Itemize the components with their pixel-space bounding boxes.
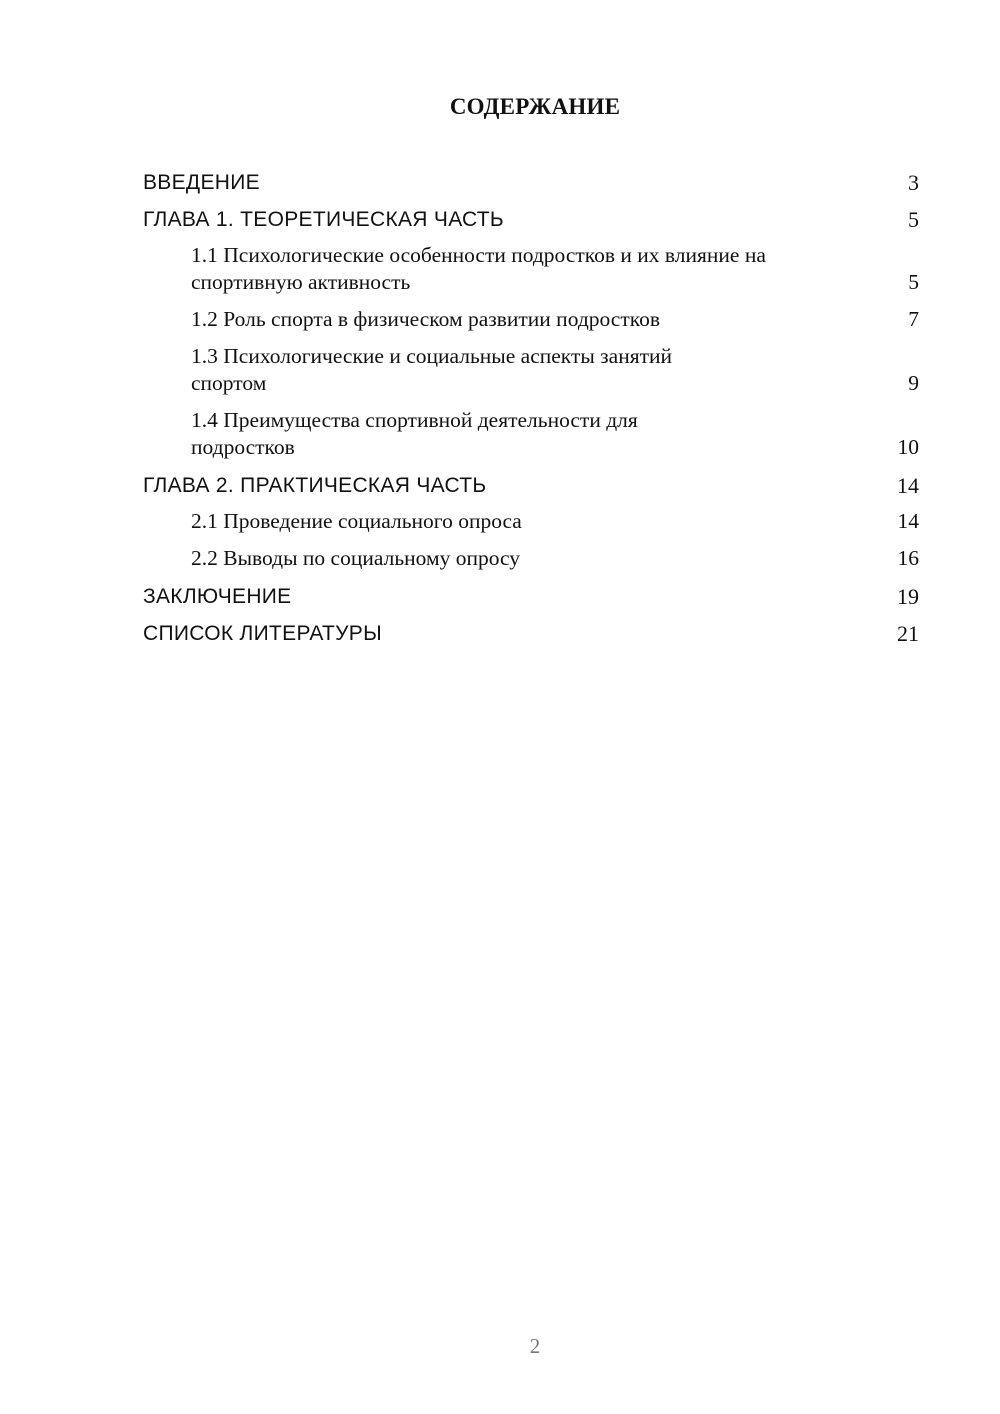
toc-entry-text: 1.1 Психологические особенности подростков и их влияние на спортивную активность xyxy=(191,243,766,294)
toc-entry-text: ЗАКЛЮЧЕНИЕ xyxy=(143,585,292,608)
toc-entry-conclusion[interactable] xyxy=(143,582,919,612)
toc-entry-text: СПИСОК ЛИТЕРАТУРЫ xyxy=(143,622,383,645)
toc-entry-chapter-2[interactable] xyxy=(143,471,919,501)
toc-entry-page: 5 xyxy=(908,270,919,294)
toc-entry-text: 1.2 Роль спорта в физическом развитии подростков xyxy=(191,307,660,331)
toc-entry-page: 5 xyxy=(908,207,919,232)
page-number: 2 xyxy=(529,1334,541,1358)
toc-entry-section-1-1[interactable] xyxy=(143,242,919,296)
toc-entry-text: 1.4 Преимущества спортивной деятельности для подростков xyxy=(191,408,638,459)
toc-entry-page: 9 xyxy=(908,371,919,395)
toc-entry-page: 16 xyxy=(897,546,919,570)
toc-entry-page: 7 xyxy=(908,307,919,331)
toc-entry-page: 10 xyxy=(897,435,919,459)
toc-entry-page: 14 xyxy=(897,473,919,498)
page-title: СОДЕРЖАНИЕ xyxy=(449,94,621,119)
toc-entry-text: 2.2 Выводы по социальному опросу xyxy=(191,546,521,570)
table-of-contents xyxy=(143,168,919,656)
toc-entry-section-2-1[interactable] xyxy=(143,508,919,535)
toc-entry-section-1-2[interactable] xyxy=(143,306,919,333)
toc-entry-chapter-1[interactable] xyxy=(143,205,919,235)
toc-entry-text: ГЛАВА 2. ПРАКТИЧЕСКАЯ ЧАСТЬ xyxy=(143,474,487,497)
toc-entry-section-2-2[interactable] xyxy=(143,545,919,572)
toc-entry-page: 19 xyxy=(897,584,919,609)
toc-entry-text: 2.1 Проведение социального опроса xyxy=(191,509,522,533)
toc-entry-text: ГЛАВА 1. ТЕОРЕТИЧЕСКАЯ ЧАСТЬ xyxy=(143,208,505,231)
toc-entry-page: 3 xyxy=(908,170,919,195)
toc-entry-page: 14 xyxy=(897,509,919,533)
toc-entry-text: ВВЕДЕНИЕ xyxy=(143,171,260,194)
toc-entry-section-1-3[interactable] xyxy=(143,343,919,397)
toc-entry-introduction[interactable] xyxy=(143,168,919,198)
toc-entry-page: 21 xyxy=(897,621,919,646)
toc-entry-text: 1.3 Психологические и социальные аспекты занятий спортом xyxy=(191,344,672,395)
toc-entry-section-1-4[interactable] xyxy=(143,407,919,461)
toc-entry-references[interactable] xyxy=(143,619,919,649)
